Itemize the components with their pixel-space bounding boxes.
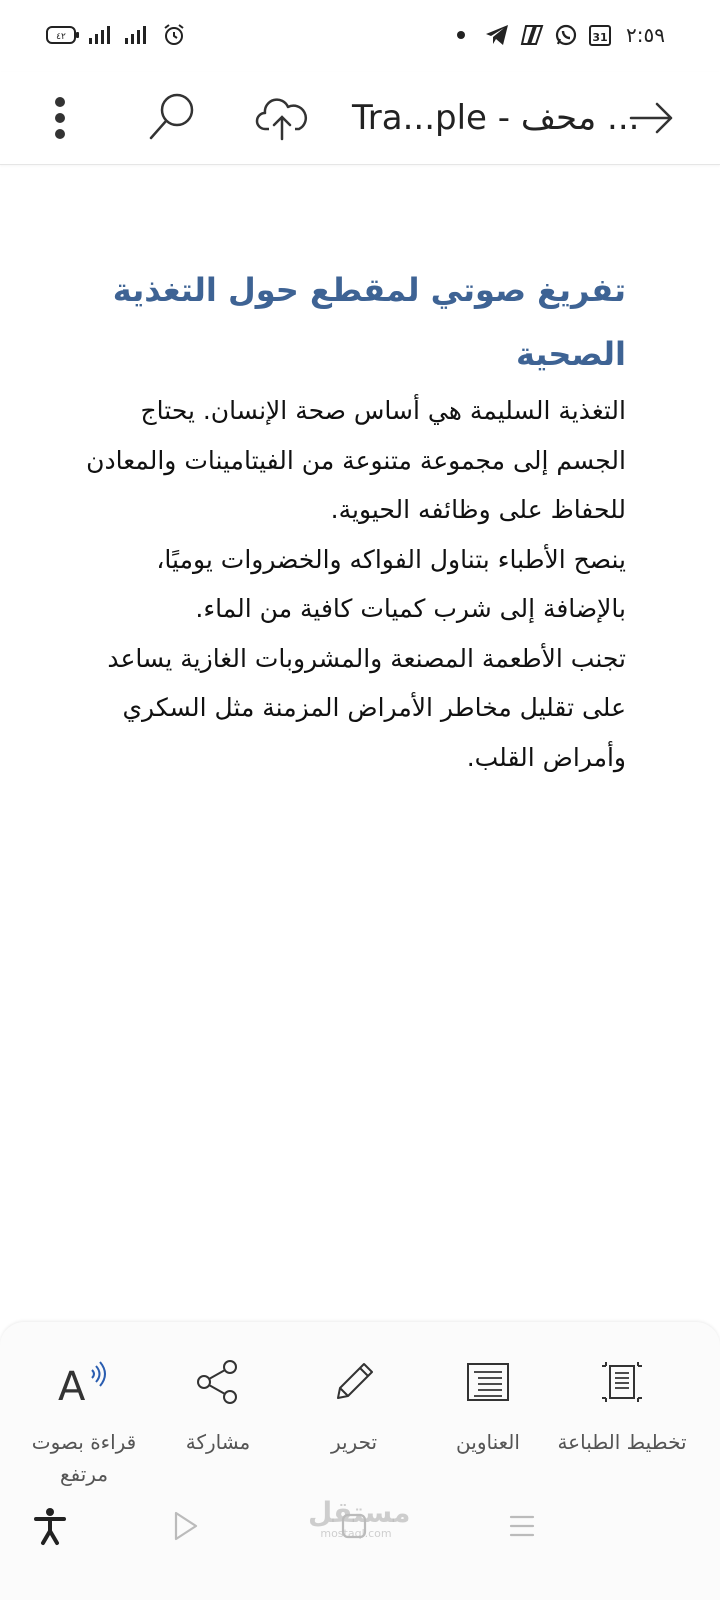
telegram-icon <box>484 22 510 48</box>
document-heading: تفريغ صوتي لمقطع حول التغذية الصحية <box>112 271 626 373</box>
share-button[interactable] <box>148 1352 288 1458</box>
share-icon <box>148 1352 288 1412</box>
paragraph: ينصح الأطباء بتناول الفواكه والخضروات يوميًا، بالإضافة إلى شرب كميات كافية من الماء. <box>156 544 626 623</box>
search-icon[interactable] <box>142 84 202 150</box>
status-time: ٢:٥٩ <box>626 23 665 47</box>
document-body <box>80 386 626 782</box>
system-nav-bar <box>0 1490 720 1560</box>
read-aloud-label: قراءة بصوت مرتفع <box>31 1430 137 1486</box>
edit-button[interactable] <box>284 1352 424 1458</box>
status-bar <box>0 0 720 72</box>
headings-button[interactable] <box>418 1352 558 1458</box>
edit-label: تحرير <box>330 1430 378 1454</box>
cloud-upload-icon[interactable] <box>252 86 312 150</box>
more-vertical-icon[interactable] <box>40 88 80 148</box>
accessibility-icon[interactable] <box>30 1506 70 1546</box>
pencil-icon <box>284 1352 424 1412</box>
top-toolbar <box>0 72 720 165</box>
home-icon[interactable] <box>334 1506 374 1546</box>
document-content[interactable] <box>80 258 626 782</box>
paragraph: التغذية السليمة هي أساس صحة الإنسان. يحتاج الجسم إلى مجموعة متنوعة من الفيتامينات والمعادن للحفاظ على وظائفه الحيوية. <box>86 396 626 524</box>
read-aloud-icon <box>14 1352 154 1412</box>
signal-icon <box>88 22 118 48</box>
headings-label: العناوين <box>456 1430 520 1454</box>
document-title[interactable]: Tra...ple - محف ... <box>352 98 640 138</box>
print-layout-label: تخطيط الطباعة <box>557 1430 687 1454</box>
svg-text:A: A <box>58 1364 86 1410</box>
arrow-forward-icon[interactable] <box>624 88 680 148</box>
svg-text:31: 31 <box>592 31 608 44</box>
app-icon <box>520 22 544 48</box>
signal-icon <box>124 22 154 48</box>
calendar-icon <box>588 22 612 48</box>
whatsapp-icon <box>554 22 578 48</box>
dot-icon <box>456 22 466 48</box>
print-layout-button[interactable] <box>552 1352 692 1458</box>
print-layout-icon <box>552 1352 692 1412</box>
share-label: مشاركة <box>185 1430 251 1454</box>
battery-icon <box>46 22 80 48</box>
paragraph: تجنب الأطعمة المصنعة والمشروبات الغازية يساعد على تقليل مخاطر الأمراض المزمنة مثل السكري وأمراض القلب. <box>107 643 626 772</box>
headings-icon <box>418 1352 558 1412</box>
svg-text:٤٢: ٤٢ <box>56 32 66 42</box>
play-icon[interactable] <box>166 1506 206 1546</box>
menu-icon[interactable] <box>502 1506 542 1546</box>
read-aloud-button[interactable] <box>14 1352 154 1490</box>
alarm-icon <box>162 22 186 48</box>
